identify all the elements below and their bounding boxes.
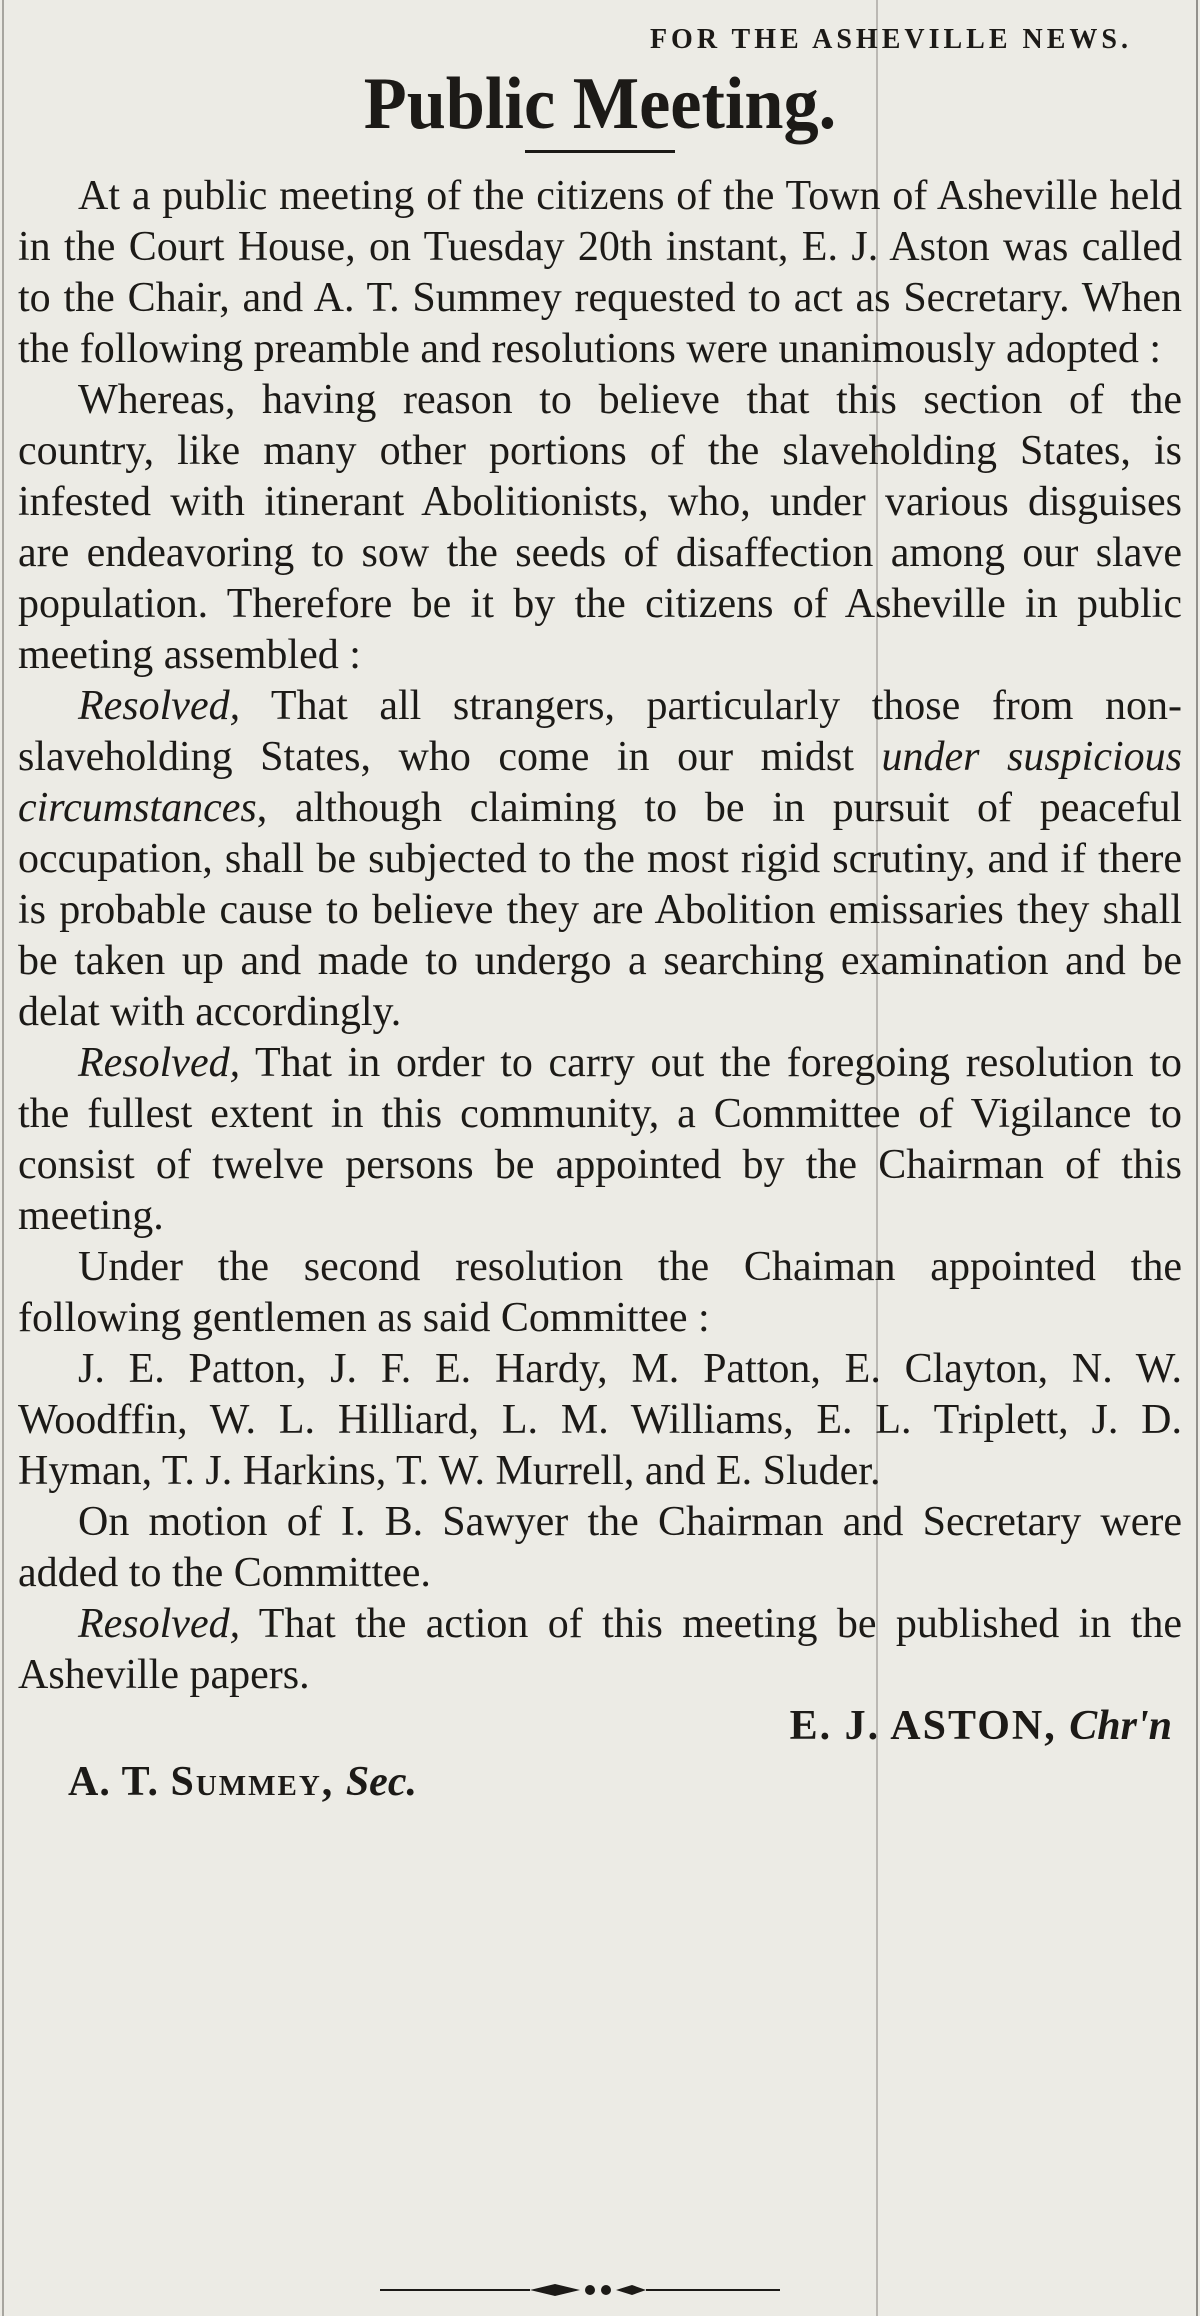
resolution-3-text: That the action of this meeting be published in the Asheville papers. [18, 1601, 1182, 1698]
secretary-signature-line [18, 1757, 1182, 1813]
dateline: FOR THE ASHEVILLE NEWS. [649, 24, 1132, 55]
resolution-1-text-before: That all strangers, particularly those from non-slaveholding States, who come in our midst [18, 683, 1182, 780]
motion-paragraph: On motion of I. B. Sawyer the Chairman and Secretary were added to the Committee. [18, 1499, 1182, 1596]
committee-names: J. E. Patton, J. F. E. Hardy, M. Patton, E. Clayton, N. W. Woodffin, W. L. Hilliard, L. M. Williams, E. L. Triplett, J. D. Hyman, T. J. Harkins, T. W. Murrell, and E. Sluder. [18, 1346, 1182, 1494]
secretary-initials: A. T. [68, 1759, 159, 1805]
resolution-1-text-after: , although claiming to be in pursuit of peaceful occupation, shall be subjected to the most rigid scrutiny, and if there is probable cause to believe they are Abolition emissaries they shall be taken up and made to undergo a searching examination and be delat with accordingly. [18, 785, 1182, 1035]
resolution-3-label: Resolved, [78, 1601, 241, 1647]
preamble-paragraph: Whereas, having reason to believe that this section of the country, like many other portions of the slaveholding States, is infested with itinerant Abolitionists, who, under various disguises are endeavoring to sow the seeds of disaffection among our slave population. Therefore be it by the citizens of Asheville in public meeting assembled : [18, 377, 1182, 678]
resolution-2-text: That in order to carry out the foregoing resolution to the fullest extent in this community, a Committee of Vigilance to consist of twelve persons be appointed by the Chairman of this meeting. [18, 1040, 1182, 1239]
chairman-name: E. J. ASTON, [789, 1703, 1057, 1749]
secretary-title: Sec. [345, 1759, 417, 1805]
opening-paragraph: At a public meeting of the citizens of the Town of Asheville held in the Court House, on Tuesday 20th instant, E. J. Aston was called to the Chair, and A. T. Summey requested to act as Secretary. When the following preamble and resolutions were unanimously adopted : [18, 173, 1182, 372]
tail-ornament [380, 2280, 780, 2300]
column-rule-left [2, 0, 4, 2316]
chairman-title: Chr'n [1069, 1703, 1172, 1749]
article [18, 20, 1182, 1813]
chairman-signature [790, 1701, 1172, 1752]
secretary-signature [68, 1757, 417, 1808]
chairman-signature-line [18, 1701, 1182, 1757]
column-rule-right [1196, 0, 1198, 2316]
headline-rule [525, 150, 675, 153]
ornament-dot-1 [585, 2285, 595, 2295]
resolution-1-label: Resolved, [78, 683, 241, 729]
ornament-diamond-2 [616, 2285, 646, 2295]
secretary-surname: Summey, [170, 1759, 335, 1805]
headline: Public Meeting. [363, 63, 837, 145]
resolution-2-label: Resolved, [78, 1040, 241, 1086]
committee-intro: Under the second resolution the Chaiman appointed the following gentlemen as said Committee : [18, 1244, 1182, 1341]
resolution-1 [18, 681, 1182, 1038]
resolution-2 [18, 1038, 1182, 1242]
ornament-diamond [530, 2284, 580, 2296]
resolution-3 [18, 1599, 1182, 1701]
resolution-1-italic: under suspicious circumstances [18, 734, 1182, 831]
ornament-dot-2 [601, 2285, 611, 2295]
